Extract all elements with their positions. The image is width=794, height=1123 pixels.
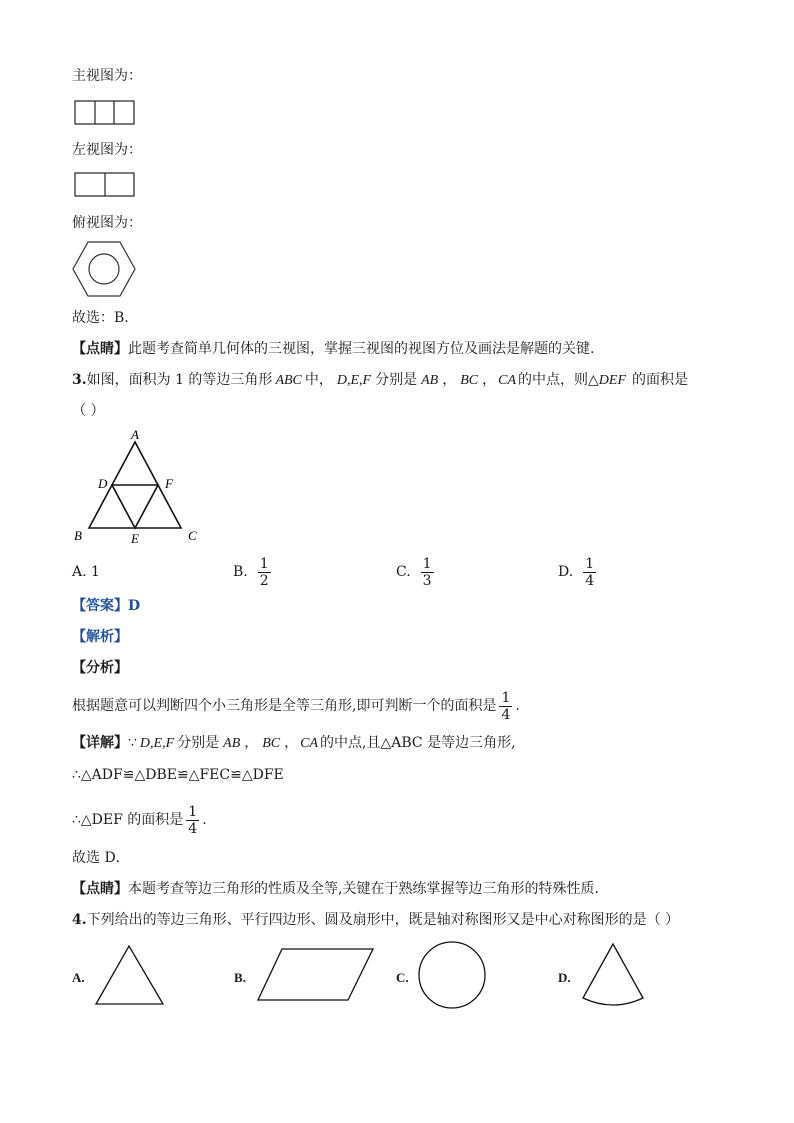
math-bc: BC bbox=[460, 373, 479, 388]
period: . bbox=[202, 812, 207, 828]
comma: ， bbox=[482, 372, 497, 388]
stem-text: 中， bbox=[304, 372, 333, 388]
q4-triangle-figure bbox=[94, 944, 166, 1006]
question-number: 3. bbox=[72, 372, 87, 388]
analysis-sentence: 根据题意可以判断四个小三角形是全等三角形,即可判断一个的面积是 bbox=[72, 698, 497, 714]
left-view-label: 左视图为： bbox=[72, 142, 142, 158]
fraction-denominator: 4 bbox=[501, 706, 511, 723]
because-symbol: ∵ bbox=[128, 735, 137, 751]
fraction-numerator: 1 bbox=[188, 803, 198, 820]
label-b: B bbox=[74, 528, 82, 543]
analysis-text bbox=[72, 687, 520, 725]
question-number: 4. bbox=[72, 912, 87, 928]
fraction-denominator: 4 bbox=[585, 572, 595, 589]
fraction-denominator: 2 bbox=[259, 572, 269, 589]
front-view-label: 主视图为： bbox=[72, 68, 142, 84]
stem-text: 下列给出的等边三角形、平行四边形、圆及扇形中，既是轴对称图形又是中心对称图形的是（ ） bbox=[86, 912, 680, 928]
q4-option-a-label: A. bbox=[72, 970, 85, 985]
option-d bbox=[558, 553, 599, 591]
answer-line bbox=[72, 598, 140, 614]
q2-answer-line: 故选：B. bbox=[72, 310, 129, 326]
label-d: D bbox=[98, 476, 108, 491]
option-label: D. bbox=[558, 564, 574, 580]
detail-text: 分别是 bbox=[177, 735, 220, 751]
area-line bbox=[72, 801, 207, 839]
answer-paren: （ ） bbox=[72, 403, 105, 419]
q3-stem bbox=[72, 372, 688, 389]
front-view-figure bbox=[74, 100, 136, 126]
option-a bbox=[72, 564, 100, 580]
comment-tag: 【点睛】 bbox=[72, 341, 128, 357]
congruent-line: ∴△ADF≌△DBE≌△FEC≌△DFE bbox=[72, 767, 284, 783]
top-view-figure bbox=[72, 240, 136, 298]
option-value: 1 bbox=[91, 564, 100, 580]
label-f: F bbox=[165, 476, 173, 491]
detail-tag: 【详解】 bbox=[72, 735, 128, 751]
fraction-numerator: 1 bbox=[501, 689, 511, 706]
area-text: ∴△DEF 的面积是 bbox=[72, 812, 184, 828]
stem-text: 分别是 bbox=[375, 372, 418, 388]
answer-tag: 【答案】 bbox=[72, 598, 128, 614]
stem-text: 的中点，则△ bbox=[518, 372, 599, 388]
triangle-figure bbox=[70, 428, 210, 548]
option-label: B. bbox=[233, 564, 248, 580]
math-ab: AB bbox=[223, 736, 241, 751]
fraction-numerator: 1 bbox=[259, 555, 269, 572]
q4-option-c-label: C. bbox=[396, 970, 409, 985]
stem-text: 的面积是 bbox=[632, 372, 688, 388]
option-label: C. bbox=[396, 564, 411, 580]
choose-line: 故选 D． bbox=[72, 850, 130, 866]
math-ca: CA bbox=[300, 736, 319, 751]
math-def-list: D,E,F bbox=[336, 373, 372, 388]
math-def-list: D,E,F bbox=[139, 736, 175, 751]
option-c bbox=[396, 553, 437, 591]
math-bc: BC bbox=[262, 736, 281, 751]
left-view-figure bbox=[74, 172, 136, 198]
fraction-denominator: 3 bbox=[422, 572, 432, 589]
q4-option-d-label: D. bbox=[558, 970, 571, 985]
comma: ， bbox=[284, 735, 299, 751]
q3-comment bbox=[72, 881, 608, 897]
comment-text: 本题考查等边三角形的性质及全等,关键在于熟练掌握等边三角形的特殊性质． bbox=[128, 881, 609, 897]
math-ca: CA bbox=[498, 373, 516, 388]
comma: ， bbox=[442, 372, 457, 388]
q4-option-b-label: B. bbox=[234, 970, 246, 985]
comma: ， bbox=[244, 735, 259, 751]
label-c: C bbox=[188, 528, 197, 543]
label-a: A bbox=[131, 428, 139, 442]
detail-line bbox=[72, 735, 516, 752]
comment-text: 此题考查简单几何体的三视图，掌握三视图的视图方位及画法是解题的关键. bbox=[128, 341, 595, 357]
q4-parallelogram-figure bbox=[256, 947, 376, 1003]
option-label: A. bbox=[72, 564, 87, 580]
q4-stem bbox=[72, 912, 679, 928]
comment-tag: 【点睛】 bbox=[72, 881, 128, 897]
analysis-tag: 【解析】 bbox=[72, 629, 128, 645]
period: . bbox=[515, 698, 520, 714]
math-abc: ABC bbox=[275, 373, 302, 388]
fraction-numerator: 1 bbox=[585, 555, 595, 572]
q4-sector-figure bbox=[580, 942, 646, 1010]
option-b bbox=[233, 553, 274, 591]
fraction-numerator: 1 bbox=[422, 555, 432, 572]
q2-comment bbox=[72, 341, 594, 357]
stem-text: 如图，面积为 1 的等边三角形 bbox=[86, 372, 273, 388]
detail-text: 的中点,且△ABC 是等边三角形, bbox=[320, 735, 516, 751]
answer-value: D bbox=[128, 598, 141, 614]
q4-circle-figure bbox=[416, 941, 490, 1009]
math-def: DEF bbox=[598, 373, 626, 388]
top-view-label: 俯视图为： bbox=[72, 215, 142, 231]
analysis-subtag: 【分析】 bbox=[72, 660, 128, 676]
fraction-denominator: 4 bbox=[188, 820, 198, 837]
label-e: E bbox=[131, 531, 139, 546]
math-ab: AB bbox=[421, 373, 439, 388]
